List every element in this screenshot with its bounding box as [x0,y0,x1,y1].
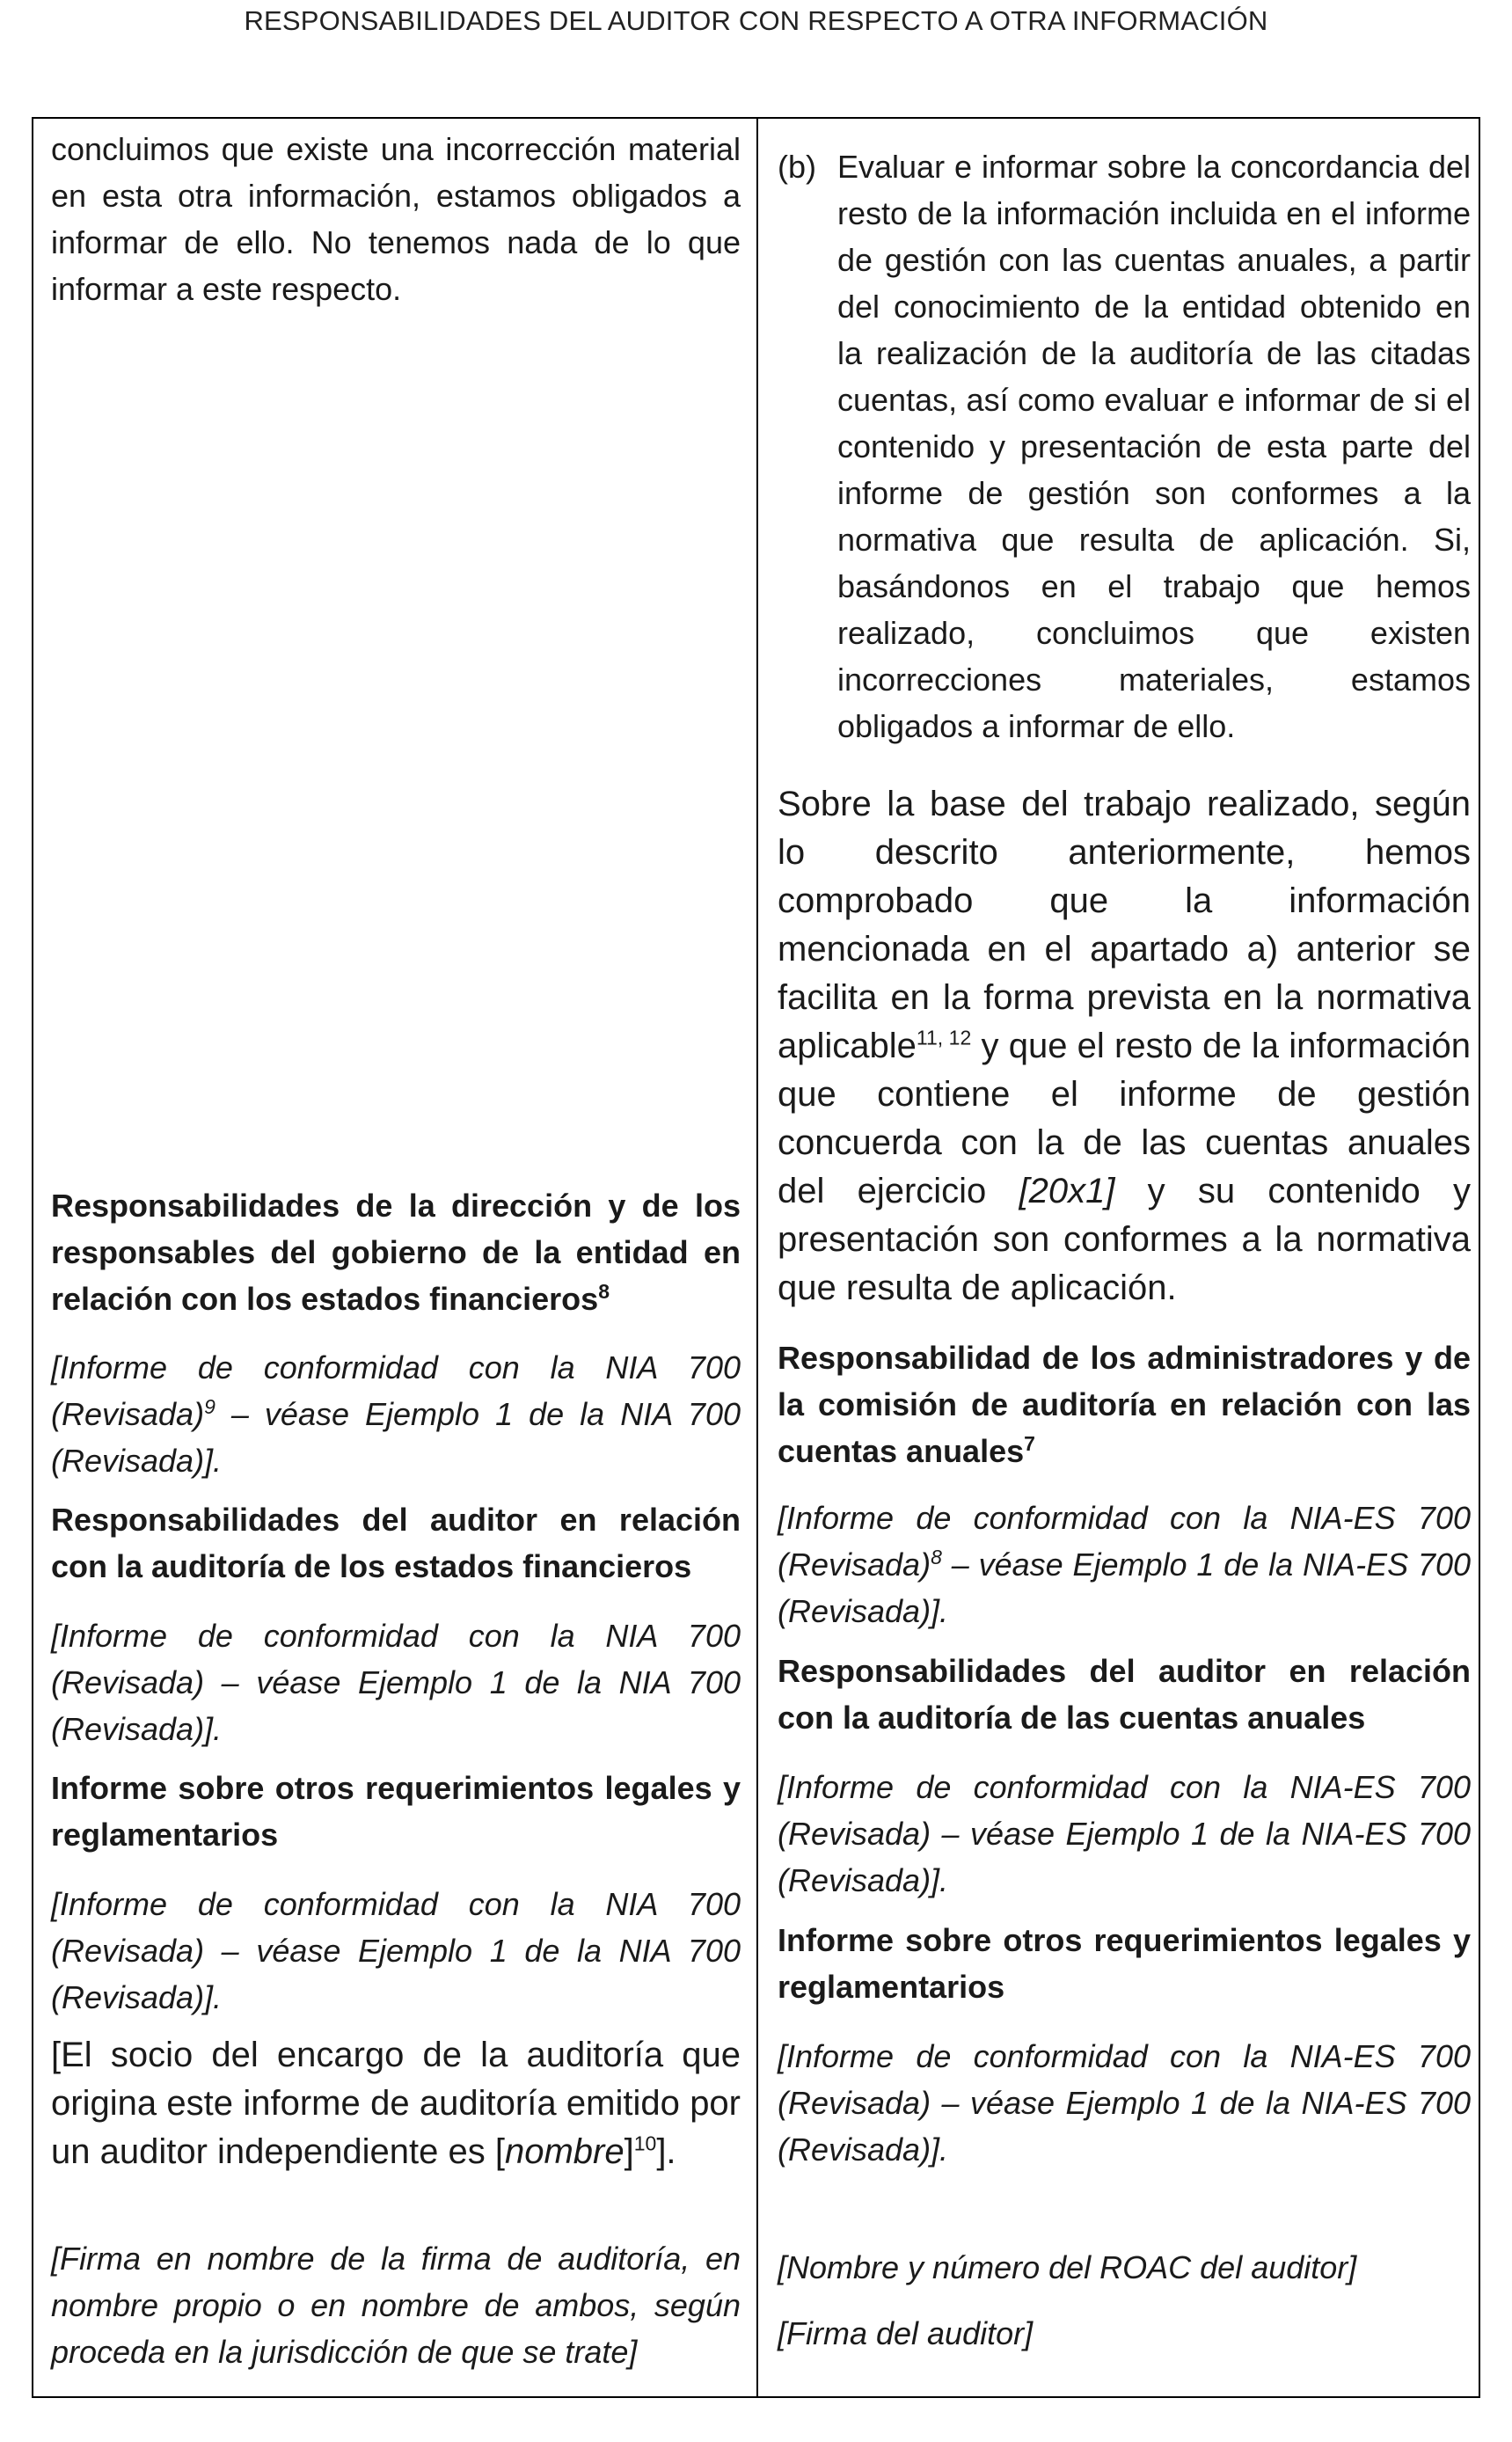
right-resp-administradores-ref: [Informe de conformidad con la NIA-ES 700 (Revisada)$^8$ – véase Ejemplo 1 de la NIA-ES 700 (Revisada)]. [778,1500,1471,1629]
right-item-b [778,143,1471,749]
left-firma-paragraph: [Firma en nombre de la firma de auditoría, en nombre propio o en nombre de ambos, según proceda en la jurisdicción de que se trate] [51,2241,741,2370]
footnote-ref: 8 [931,1546,942,1568]
left-resp-auditor-ref: [Informe de conformidad con la NIA 700 (Revisada) – véase Ejemplo 1 de la NIA 700 (Revisada)]. [51,1618,741,1747]
footnote-ref: 7 [1024,1432,1035,1455]
right-firma-auditor: [Firma del auditor] [778,2315,1034,2351]
column-divider [756,119,758,2396]
right-sobre-paragraph: Sobre la base del trabajo realizado, según lo descrito anteriormente, hemos comprobado que la información mencionada en el apartado a) anterior se facilita en la forma prevista en la normativa aplicable$^{11, 12}$ y que el resto de la información que contiene el informe de gestión concuerda con la de las cuentas anuales del ejercicio [20x1] y su contenido y presentación son conformes a la normativa que resulta de aplicación. [778,785,1471,1307]
comparison-table [32,117,1480,2398]
left-socio-paragraph: [El socio del encargo de la auditoría que origina este informe de auditoría emitido por un auditor independiente es [nombre]$^{10}$]. [51,2036,741,2171]
list-item-text: Evaluar e informar sobre la concordancia del resto de la información incluida en el informe de gestión con las cuentas anuales, a partir del conocimiento de la entidad obtenido en la realización de la auditoría de las citadas cuentas, así como evaluar e informar de si el contenido y presentación de esta parte del informe de gestión son conformes a la normativa que resulta de aplicación. Si, basándonos en el trabajo que hemos realizado, concluimos que existen incorrecciones materiales, estamos obligados a informar de ello. [837,149,1471,744]
left-intro-paragraph: concluimos que existe una incorrección material en esta otra información, estamos obligados a informar de ello. No tenemos nada de lo que informar a este respecto. [51,131,741,307]
footnote-ref: 11, 12 [916,1026,972,1049]
right-nombre-roac: [Nombre y número del ROAC del auditor] [778,2249,1357,2285]
right-resp-administradores-heading: Responsabilidad de los administradores y de la comisión de auditoría en relación con las cuentas anuales$^7$ [778,1340,1471,1469]
right-resp-auditor-heading: Responsabilidades del auditor en relación con la auditoría de las cuentas anuales [778,1653,1471,1736]
footnote-ref: 8 [598,1280,610,1303]
page-header: RESPONSABILIDADES DEL AUDITOR CON RESPECTO A OTRA INFORMACIÓN [244,5,1268,36]
left-otros-ref: [Informe de conformidad con la NIA 700 (Revisada) – véase Ejemplo 1 de la NIA 700 (Revisada)]. [51,1886,741,2015]
left-resp-direccion-ref: [Informe de conformidad con la NIA 700 (Revisada)$^9$ – véase Ejemplo 1 de la NIA 700 (Revisada)]. [51,1349,741,1479]
footnote-ref: 10 [633,2131,657,2155]
footnote-ref: 9 [204,1395,215,1418]
right-otros-heading: Informe sobre otros requerimientos legales y reglamentarios [778,1922,1471,2005]
left-otros-heading: Informe sobre otros requerimientos legales y reglamentarios [51,1770,741,1853]
right-resp-auditor-ref: [Informe de conformidad con la NIA-ES 700 (Revisada) – véase Ejemplo 1 de la NIA-ES 700 (Revisada)]. [778,1769,1471,1898]
left-resp-auditor-heading: Responsabilidades del auditor en relación con la auditoría de los estados financieros [51,1502,741,1584]
left-resp-direccion-heading: Responsabilidades de la dirección y de los responsables del gobierno de la entidad en relación con los estados financieros$^8$ [51,1188,741,1317]
list-marker: (b) [778,149,816,185]
right-otros-ref: [Informe de conformidad con la NIA-ES 700 (Revisada) – véase Ejemplo 1 de la NIA-ES 700 (Revisada)]. [778,2038,1471,2168]
